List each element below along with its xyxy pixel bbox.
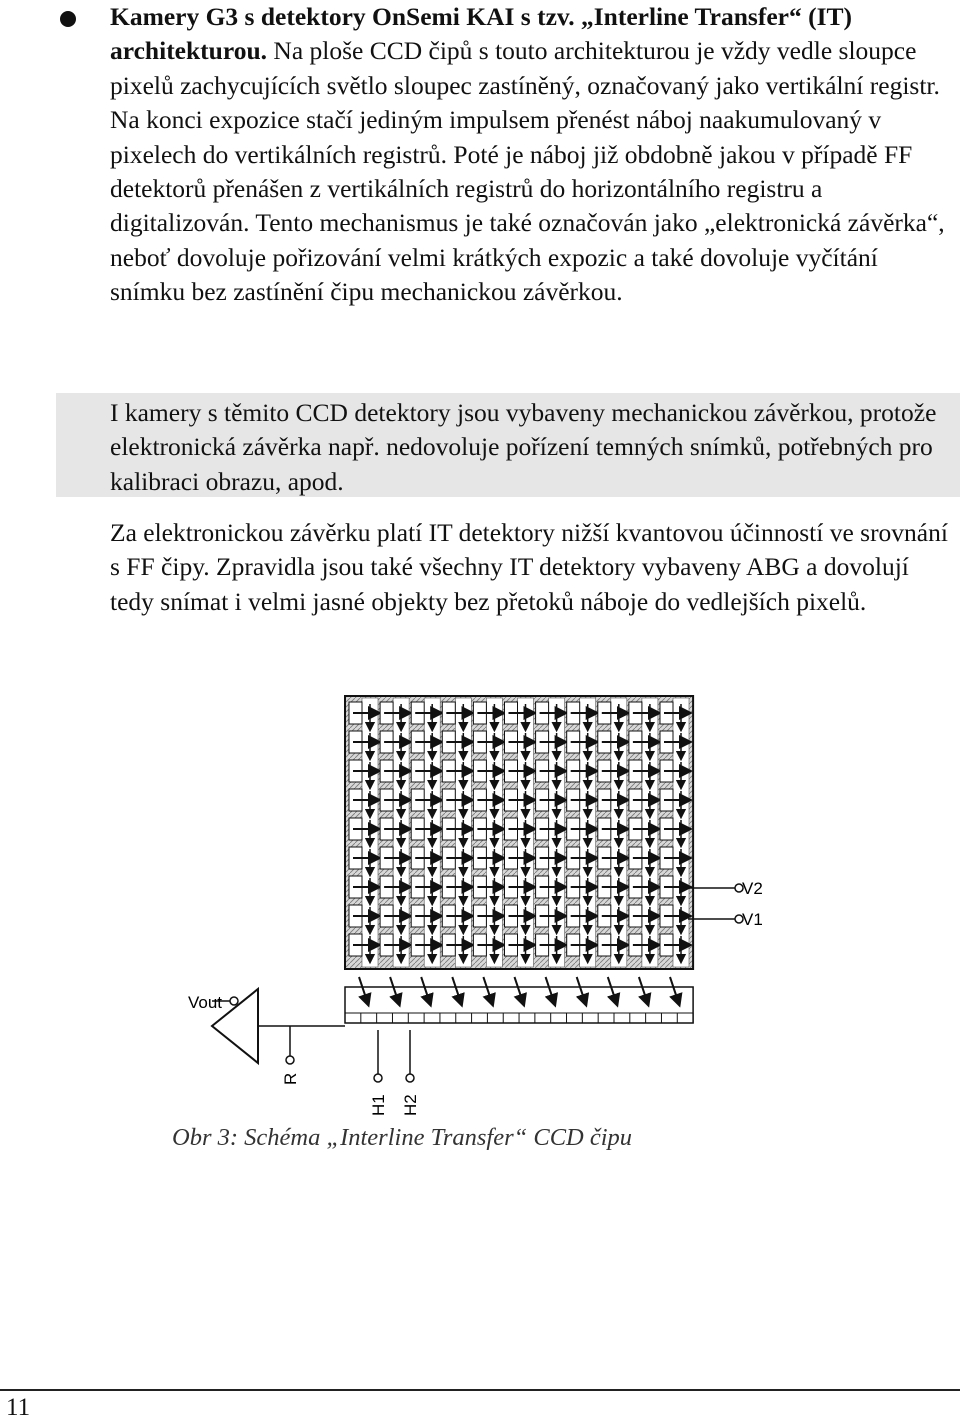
paragraph-heading: Kamery G3 s detektory OnSemi KAI s tzv. „Interline Transfer“ (IT) architekturou. — [110, 2, 853, 66]
paragraph-mechanical-shutter: I kamery s těmito CCD detektory jsou vybaveny mechanickou závěrkou, protože elektronická závěrka např. nedovoluje pořízení temných snímků, potřebných pro kalibraci obrazu, apod. — [110, 398, 937, 496]
paragraph-body: Na ploše CCD čipů s touto architekturou je vždy vedle sloupce pixelů zachycujících světlo sloupec zastíněný, označovaný jako vertikální registr. Na konci expozice stačí jediným impulsem přenést náboj naakumulovaný v pixelech do vertikálních registrů. Poté je náboj již obdobně jakou v případě FF detektorů přenášen z vertikálních registrů do horizontálního registru a digitalizován. Tento mechanismus je také označován jako „elektronická závěrka“, neboť dovoluje pořizování velmi krátkých expozic a také dovoluje vyčítání snímku bez zastínění čipu mechanickou závěrkou. — [110, 36, 945, 307]
vout-terminal — [230, 997, 238, 1005]
footer-rule — [0, 1389, 960, 1391]
ccd-pixel-grid — [345, 696, 693, 969]
paragraph-it-architecture — [110, 0, 950, 310]
label-h1: H1 — [369, 1094, 388, 1116]
label-v2: V2 — [742, 879, 763, 898]
horizontal-clock-lines — [374, 1030, 414, 1082]
label-vout: Vout — [188, 993, 223, 1012]
amplifier — [212, 989, 345, 1064]
vertical-clock-lines — [688, 884, 743, 923]
horizontal-register — [345, 977, 693, 1023]
reset-terminal — [286, 1056, 294, 1064]
paragraph-quantum-efficiency: Za elektronickou závěrku platí IT detektory nižší kvantovou účinností ve srovnání s FF čipy. Zpravidla jsou také všechny IT detektory vybaveny ABG a dovolují tedy snímat i velmi jasné objekty bez přetoků náboje do vedlejších pixelů. — [110, 518, 948, 616]
label-v1: V1 — [742, 910, 763, 929]
label-h2: H2 — [401, 1094, 420, 1116]
figure-caption: Obr 3: Schéma „Interline Transfer“ CCD čipu — [172, 1124, 633, 1151]
interline-transfer-ccd-diagram — [170, 688, 770, 1128]
page-number: 11 — [6, 1394, 31, 1421]
bullet-icon — [60, 11, 76, 27]
label-r: R — [281, 1072, 300, 1085]
